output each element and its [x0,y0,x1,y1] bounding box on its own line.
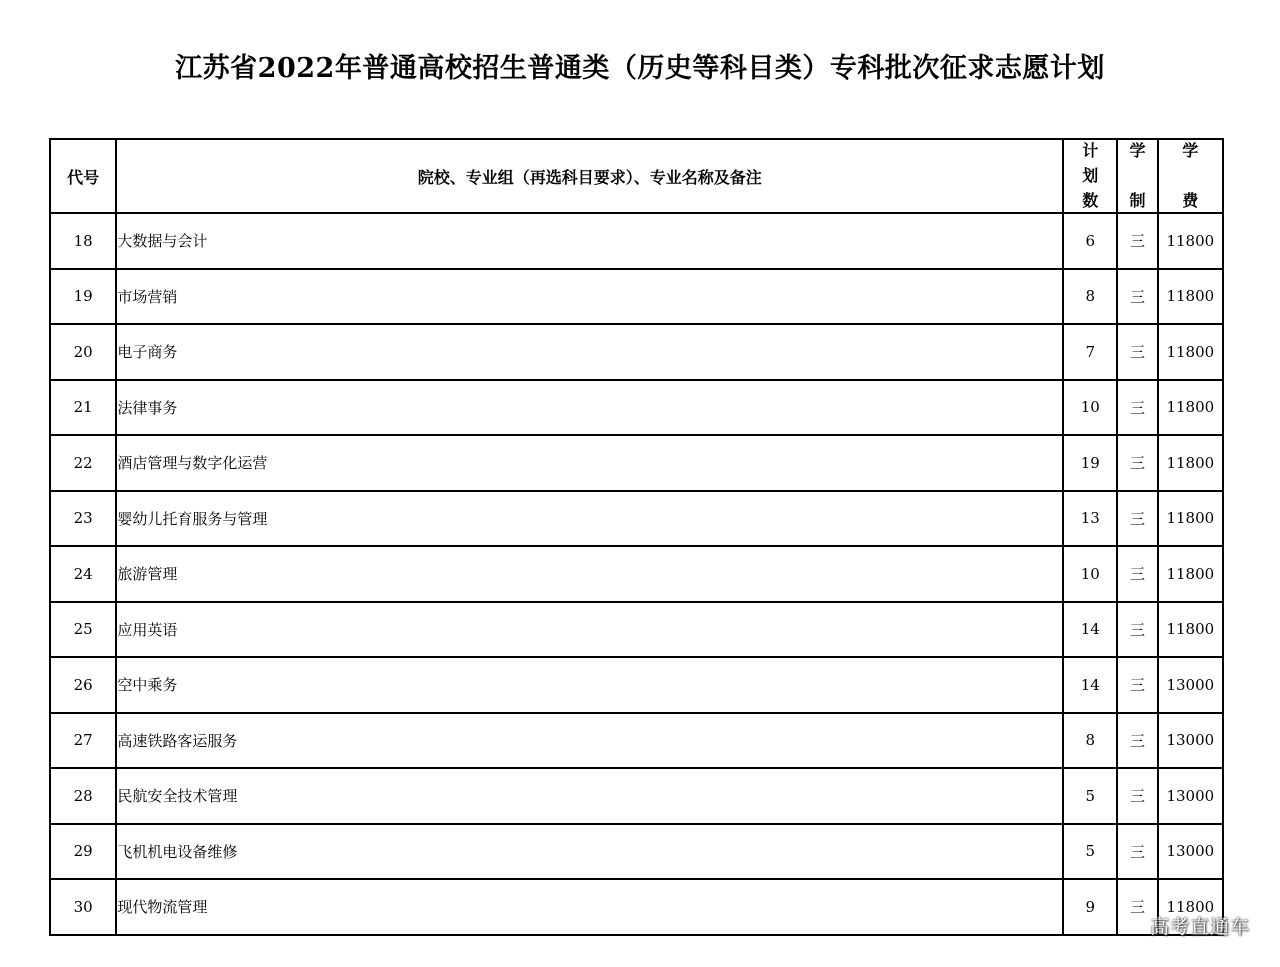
row-tuition-fee: 11800 [1158,269,1223,325]
header-system-char: 学 [1129,141,1146,160]
header-fee-char: 费 [1182,191,1199,210]
table-row [50,435,1223,491]
enrollment-plan-table [49,138,1224,936]
row-major-name: 法律事务 [116,380,1063,436]
row-major-name: 高速铁路客运服务 [116,713,1063,769]
row-major-name: 应用英语 [116,602,1063,658]
row-tuition-fee: 13000 [1158,768,1223,824]
row-major-name: 空中乘务 [116,657,1063,713]
table-row [50,657,1223,713]
row-study-years: 三 [1117,435,1157,491]
row-code: 19 [50,269,116,325]
header-plan-char: 划 [1082,166,1099,185]
table-row [50,768,1223,824]
row-plan-count: 10 [1063,546,1117,602]
row-plan-count: 9 [1063,879,1117,935]
row-study-years: 三 [1117,491,1157,547]
watermark-text: 高考直通车 [1149,916,1250,938]
table-row [50,879,1223,935]
row-major-name: 婴幼儿托育服务与管理 [116,491,1063,547]
row-major-name: 现代物流管理 [116,879,1063,935]
row-code: 23 [50,491,116,547]
table-row [50,546,1223,602]
row-plan-count: 10 [1063,380,1117,436]
row-code: 30 [50,879,116,935]
row-plan-count: 7 [1063,324,1117,380]
table-row [50,491,1223,547]
row-code: 27 [50,713,116,769]
table-row [50,324,1223,380]
table-row [50,824,1223,880]
row-tuition-fee: 11800 [1158,213,1223,269]
row-study-years: 三 [1117,213,1157,269]
row-tuition-fee: 11800 [1158,491,1223,547]
row-tuition-fee: 11800 [1158,435,1223,491]
row-major-name: 民航安全技术管理 [116,768,1063,824]
row-major-name: 大数据与会计 [116,213,1063,269]
row-tuition-fee: 11800 [1158,602,1223,658]
row-code: 22 [50,435,116,491]
row-plan-count: 14 [1063,602,1117,658]
table-row [50,380,1223,436]
row-study-years: 三 [1117,324,1157,380]
header-plan [1063,139,1117,213]
row-plan-count: 8 [1063,269,1117,325]
row-code: 28 [50,768,116,824]
header-name: 院校、专业组（再选科目要求）、专业名称及备注 [116,139,1063,213]
row-study-years: 三 [1117,879,1157,935]
header-system-char: 制 [1129,191,1146,210]
row-tuition-fee: 11800 [1158,879,1223,935]
row-study-years: 三 [1117,824,1157,880]
row-code: 20 [50,324,116,380]
row-study-years: 三 [1117,546,1157,602]
header-plan-char: 数 [1082,191,1099,210]
row-code: 25 [50,602,116,658]
table-header-row [50,139,1223,213]
row-tuition-fee: 13000 [1158,824,1223,880]
table-row [50,602,1223,658]
row-tuition-fee: 11800 [1158,324,1223,380]
row-plan-count: 5 [1063,824,1117,880]
header-plan-char: 计 [1082,141,1099,160]
row-major-name: 市场营销 [116,269,1063,325]
row-study-years: 三 [1117,657,1157,713]
row-study-years: 三 [1117,380,1157,436]
row-major-name: 电子商务 [116,324,1063,380]
row-plan-count: 13 [1063,491,1117,547]
table-row [50,713,1223,769]
header-code: 代号 [50,139,116,213]
row-code: 18 [50,213,116,269]
row-code: 24 [50,546,116,602]
header-fee [1158,139,1223,213]
page-title: 江苏省2022年普通高校招生普通类（历史等科目类）专科批次征求志愿计划 [175,53,1105,84]
row-code: 26 [50,657,116,713]
row-major-name: 酒店管理与数字化运营 [116,435,1063,491]
row-plan-count: 14 [1063,657,1117,713]
header-fee-char: 学 [1182,141,1199,160]
row-study-years: 三 [1117,713,1157,769]
row-code: 29 [50,824,116,880]
row-major-name: 飞机机电设备维修 [116,824,1063,880]
header-system [1117,139,1157,213]
row-plan-count: 8 [1063,713,1117,769]
row-tuition-fee: 11800 [1158,380,1223,436]
row-tuition-fee: 11800 [1158,546,1223,602]
row-plan-count: 5 [1063,768,1117,824]
table-row [50,213,1223,269]
table-row [50,269,1223,325]
row-study-years: 三 [1117,602,1157,658]
row-major-name: 旅游管理 [116,546,1063,602]
row-study-years: 三 [1117,768,1157,824]
row-tuition-fee: 13000 [1158,657,1223,713]
table-body [50,213,1223,935]
row-tuition-fee: 13000 [1158,713,1223,769]
row-code: 21 [50,380,116,436]
row-study-years: 三 [1117,269,1157,325]
row-plan-count: 19 [1063,435,1117,491]
row-plan-count: 6 [1063,213,1117,269]
